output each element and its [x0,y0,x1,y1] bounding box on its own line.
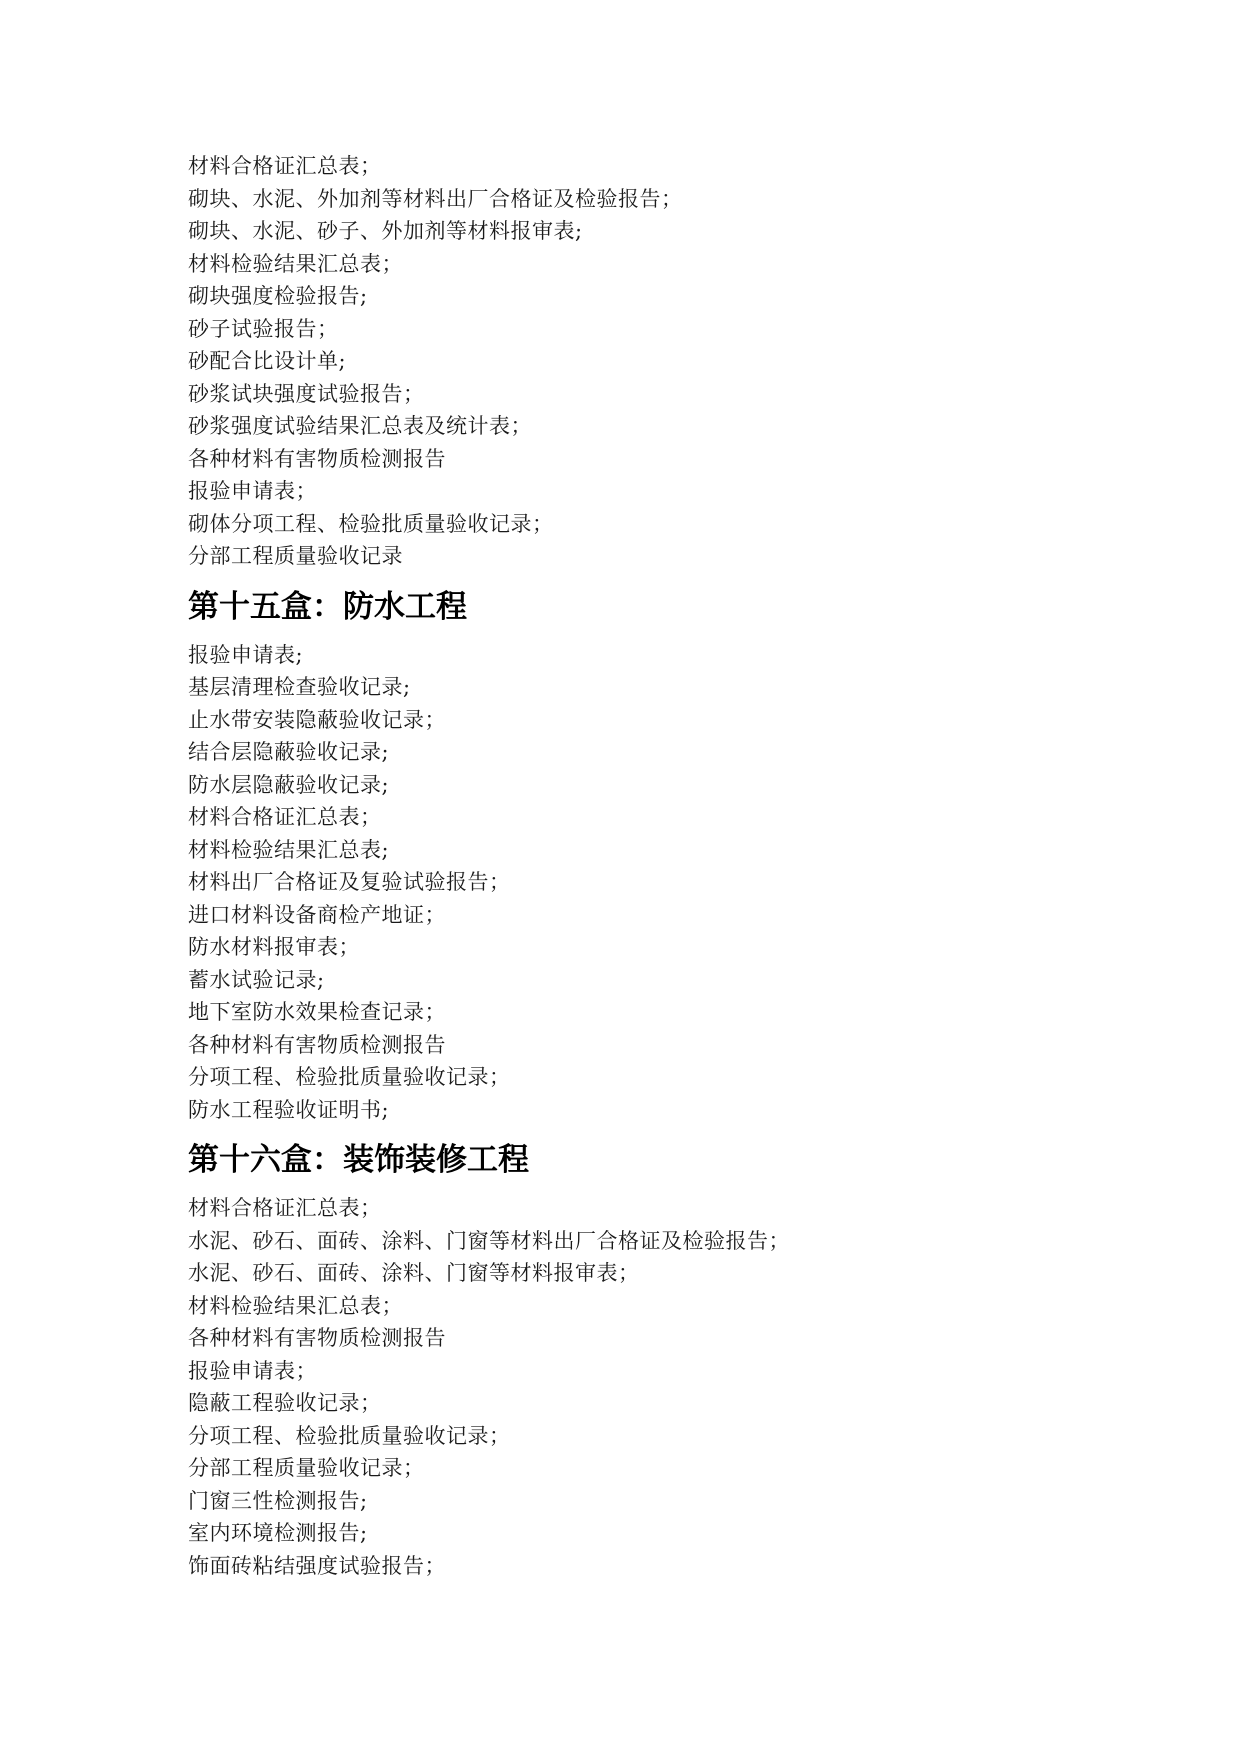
list-item: 砂配合比设计单; [188,349,347,373]
section-heading-waterproofing: 第十五盒：防水工程 [188,588,467,625]
list-item: 水泥、砂石、面砖、涂料、门窗等材料报审表； [188,1261,640,1285]
list-item: 防水层隐蔽验收记录; [188,772,390,797]
list-item: 材料合格证汇总表； [188,154,382,178]
list-item: 隐蔽工程验收记录； [188,1391,382,1415]
list-item: 结合层隐蔽验收记录; [188,740,390,764]
list-item: 门窗三性检测报告; [188,1488,368,1513]
section-heading-decoration: 第十六盒：装饰装修工程 [188,1142,529,1178]
list-item: 各种材料有害物质检测报告 [188,1326,446,1350]
list-item: 材料检验结果汇总表； [188,251,403,276]
list-item: 报验申请表； [188,1358,317,1383]
list-item: 分项工程、检验批质量验收记录； [188,1065,511,1089]
list-item: 砂浆试块强度试验报告； [188,381,425,406]
section-waterproofing-list [188,639,1148,1127]
list-item: 材料检验结果汇总表; [188,837,390,862]
list-item: 砌块、水泥、外加剂等材料出厂合格证及检验报告； [188,186,683,211]
list-item: 砌体分项工程、检验批质量验收记录； [188,511,554,536]
list-item: 砂子试验报告； [188,316,339,341]
list-item: 基层清理检查验收记录; [188,675,411,699]
list-item: 各种材料有害物质检测报告 [188,446,446,471]
list-item: 砌块强度检验报告; [188,284,368,308]
list-item: 防水工程验收证明书; [188,1097,390,1122]
list-item: 蓄水试验记录; [188,967,325,992]
list-item: 砂浆强度试验结果汇总表及统计表； [188,414,532,438]
document-page [188,150,1148,1582]
list-item: 分项工程、检验批质量验收记录； [188,1423,511,1448]
list-item: 材料合格证汇总表； [188,805,382,829]
list-item: 防水材料报审表； [188,935,360,959]
list-item: 饰面砖粘结强度试验报告； [188,1553,446,1578]
list-item: 水泥、砂石、面砖、涂料、门窗等材料出厂合格证及检验报告； [188,1228,790,1253]
list-item: 材料出厂合格证及复验试验报告； [188,870,511,894]
list-item: 报验申请表； [188,479,317,503]
list-item: 材料合格证汇总表； [188,1196,382,1220]
list-item: 报验申请表; [188,642,304,667]
list-item: 分部工程质量验收记录； [188,1456,425,1480]
list-item: 进口材料设备商检产地证； [188,902,446,927]
section-decoration-list [188,1192,1148,1582]
list-item: 砌块、水泥、砂子、外加剂等材料报审表; [188,219,583,243]
list-item: 地下室防水效果检查记录； [188,1000,446,1024]
section-masonry-list [188,150,1148,573]
list-item: 分部工程质量验收记录 [188,544,403,568]
list-item: 止水带安装隐蔽验收记录； [188,707,446,732]
list-item: 材料检验结果汇总表； [188,1293,403,1318]
list-item: 各种材料有害物质检测报告 [188,1032,446,1057]
list-item: 室内环境检测报告; [188,1521,368,1545]
